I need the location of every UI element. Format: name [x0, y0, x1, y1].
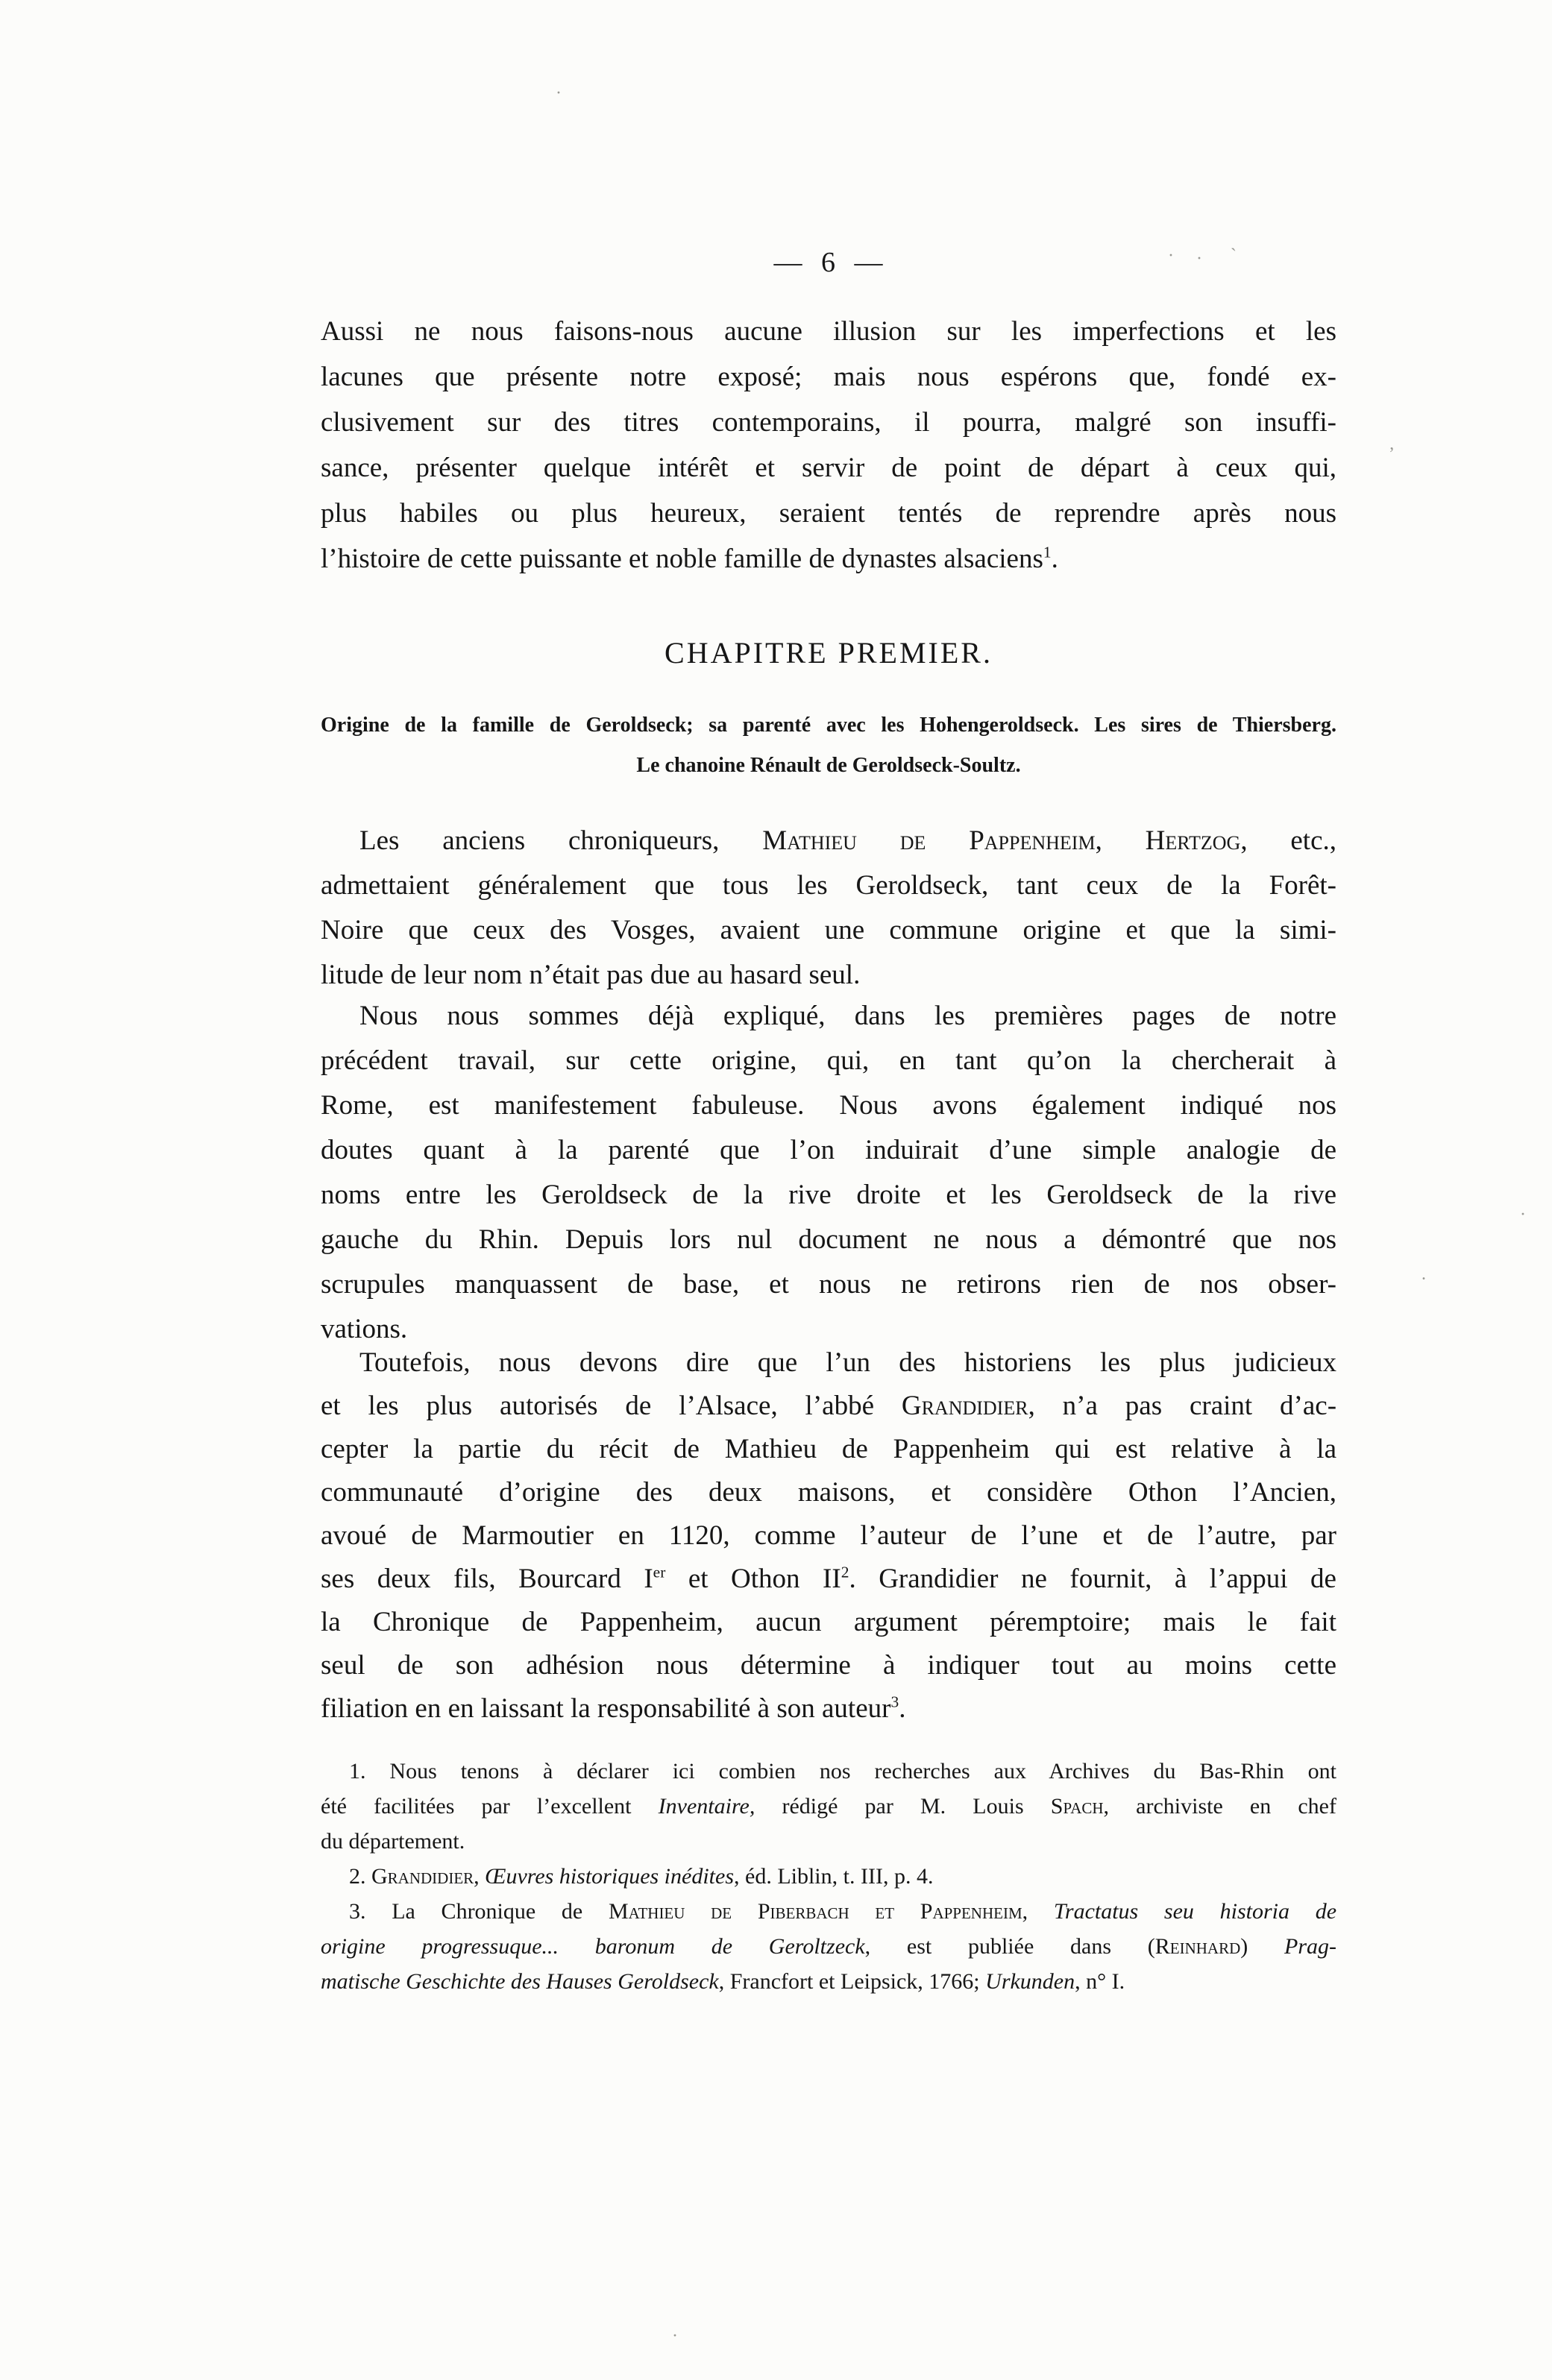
- text-line: 3. La Chronique de Mathieu de Piberbach et Pappenheim, Tractatus seu historia de: [349, 1899, 1337, 1924]
- text-line: clusivement sur des titres contemporains, il pourra, malgré son insuffi-: [321, 407, 1336, 438]
- text-line: origine progressuque... baronum de Geroltzeck, est publiée dans (Reinhard) Prag-: [321, 1934, 1336, 1959]
- text-line: avoué de Marmoutier en 1120, comme l’auteur de l’une et de l’autre, par: [321, 1520, 1336, 1551]
- text-line: 1. Nous tenons à déclarer ici combien nos recherches aux Archives du Bas-Rhin ont: [349, 1759, 1336, 1784]
- scan-speck: ’: [1389, 444, 1395, 464]
- text-line: gauche du Rhin. Depuis lors nul document ne nous a démontré que nos: [321, 1224, 1336, 1255]
- scan-speck: `: [1231, 246, 1237, 265]
- paragraph-origine-fabuleuse: [321, 994, 1336, 1352]
- text-line: lacunes que présente notre exposé; mais nous espérons que, fondé ex-: [321, 362, 1336, 392]
- footnote-1: [321, 1754, 1336, 1859]
- text-line: 2. Grandidier, Œuvres historiques inédites, éd. Liblin, t. III, p. 4.: [349, 1864, 934, 1889]
- footnotes-section: [321, 1754, 1336, 1999]
- paragraph-grandidier: [321, 1341, 1336, 1731]
- chapter-subtitle: [321, 705, 1336, 786]
- text-line: été facilitées par l’excellent Inventaire, rédigé par M. Louis Spach, archiviste en chef: [321, 1794, 1336, 1819]
- text-line: précédent travail, sur cette origine, qui, en tant qu’on la chercherait à: [321, 1045, 1336, 1076]
- chapter-heading: CHAPITRE PREMIER.: [665, 636, 993, 670]
- text-line: doutes quant à la parenté que l’on induirait d’une simple analogie de: [321, 1135, 1336, 1165]
- scan-speck: ·: [1196, 249, 1202, 268]
- text-line: communauté d’origine des deux maisons, et considère Othon l’Ancien,: [321, 1477, 1336, 1508]
- text-line: litude de leur nom n’était pas due au hasard seul.: [321, 960, 861, 990]
- paragraph-intro: [321, 309, 1336, 582]
- scan-speck: ·: [556, 84, 562, 103]
- scan-speck: .: [1421, 1265, 1426, 1284]
- text-line: Le chanoine Rénault de Geroldseck-Soultz.: [636, 754, 1021, 777]
- text-line: Toutefois, nous devons dire que l’un des historiens les plus judicieux: [359, 1347, 1336, 1378]
- text-line: Origine de la famille de Geroldseck; sa parenté avec les Hohengeroldseck. Les sires de Thiersberg.: [321, 714, 1336, 737]
- text-line: la Chronique de Pappenheim, aucun argument péremptoire; mais le fait: [321, 1607, 1336, 1637]
- text-line: cepter la partie du récit de Mathieu de Pappenheim qui est relative à la: [321, 1434, 1336, 1464]
- scan-speck: ·: [1520, 1205, 1526, 1224]
- text-line: l’histoire de cette puissante et noble famille de dynastes alsaciens$^1$.: [321, 543, 1058, 574]
- text-line: scrupules manquassent de base, et nous ne retirons rien de nos obser-: [321, 1269, 1336, 1300]
- text-line: Rome, est manifestement fabuleuse. Nous avons également indiqué nos: [321, 1090, 1336, 1121]
- text-line: vations.: [321, 1314, 408, 1344]
- text-line: Les anciens chroniqueurs, Mathieu de Pappenheim, Hertzog, etc.,: [359, 825, 1336, 856]
- footnote-3: [321, 1894, 1336, 1999]
- text-line: Aussi ne nous faisons-nous aucune illusion sur les imperfections et les: [321, 316, 1336, 347]
- text-line: du département.: [321, 1829, 465, 1854]
- text-line: sance, présenter quelque intérêt et servir de point de départ à ceux qui,: [321, 453, 1336, 483]
- text-line: plus habiles ou plus heureux, seraient tentés de reprendre après nous: [321, 498, 1336, 529]
- scan-speck: ·: [1168, 246, 1174, 265]
- scan-speck: ·: [672, 2326, 678, 2346]
- text-line: Noire que ceux des Vosges, avaient une commune origine et que la simi-: [321, 915, 1336, 945]
- text-line: filiation en en laissant la responsabilité à son auteur$^3$.: [321, 1693, 906, 1724]
- text-line: seul de son adhésion nous détermine à indiquer tout au moins cette: [321, 1650, 1336, 1681]
- text-line: matische Geschichte des Hauses Geroldseck, Francfort et Leipsick, 1766; Urkunden, n° I.: [321, 1969, 1125, 1994]
- text-line: Nous nous sommes déjà expliqué, dans les premières pages de notre: [359, 1001, 1336, 1031]
- text-line: ses deux fils, Bourcard Ier et Othon $II^2$. Grandidier ne fournit, à l’appui de: [321, 1563, 1336, 1594]
- paragraph-anciens-chroniqueurs: [321, 819, 1336, 998]
- footnote-2: [321, 1859, 1336, 1894]
- text-line: admettaient généralement que tous les Geroldseck, tant ceux de la Forêt-: [321, 870, 1336, 901]
- page-number: — 6 —: [773, 247, 884, 278]
- text-line: et les plus autorisés de l’Alsace, l’abbé Grandidier, n’a pas craint d’ac-: [321, 1391, 1337, 1421]
- text-line: noms entre les Geroldseck de la rive droite et les Geroldseck de la rive: [321, 1180, 1336, 1210]
